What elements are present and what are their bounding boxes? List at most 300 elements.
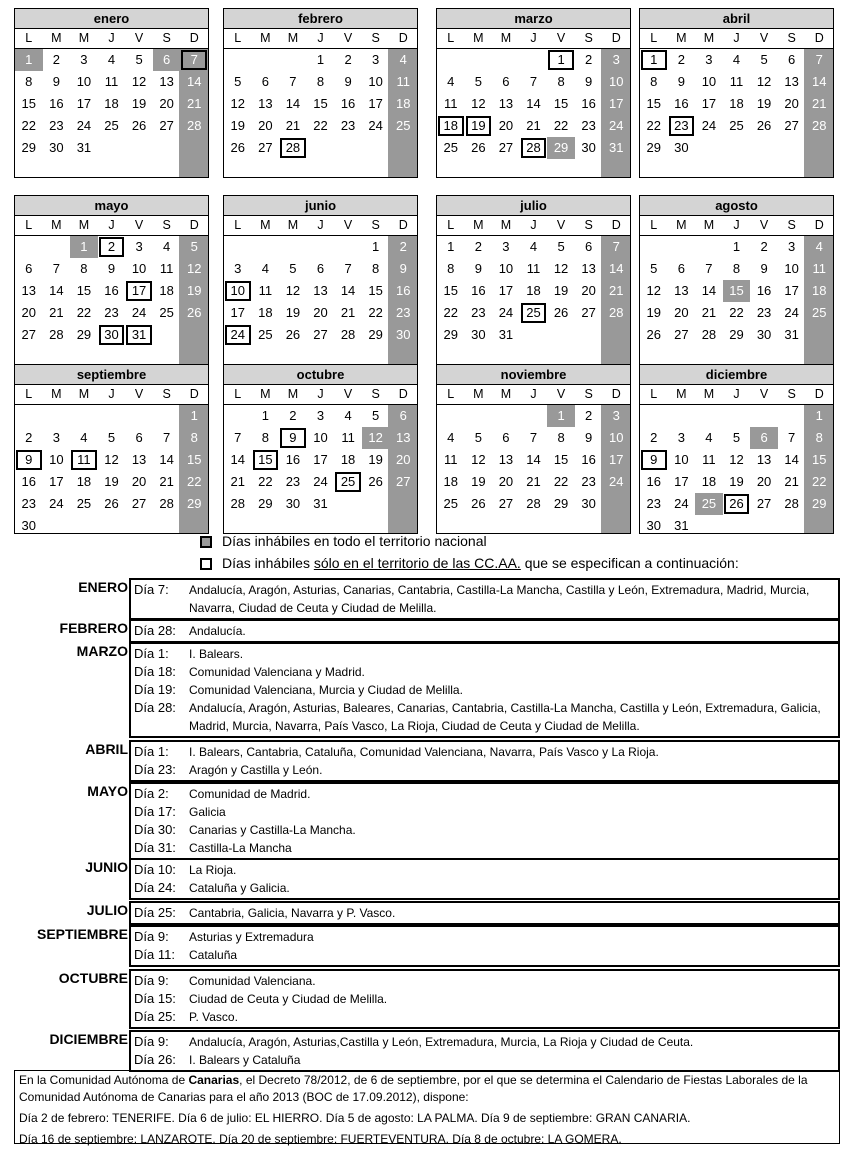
- weekday-label: L: [650, 387, 658, 401]
- week-row: [640, 515, 833, 537]
- region-group-abril: [0, 740, 850, 782]
- weekday-label: J: [530, 387, 537, 401]
- day-cell: 22: [553, 474, 569, 489]
- holiday-day: Día 25:: [134, 1009, 176, 1024]
- month-title: marzo: [437, 9, 630, 29]
- day-cell: 22: [553, 118, 569, 133]
- day-cell: 10: [368, 74, 383, 89]
- weekday-label: M: [703, 218, 715, 232]
- day-cell: 8: [650, 74, 658, 89]
- day-cell: 13: [258, 96, 273, 111]
- day-cell: 20: [674, 305, 689, 320]
- day-cell: 15: [368, 283, 383, 298]
- day-cell: 5: [474, 74, 482, 89]
- day-cell: 19: [186, 283, 202, 298]
- day-cell: 14: [159, 452, 174, 467]
- day-cell: 17: [76, 96, 92, 111]
- day-cell: 27: [131, 496, 147, 511]
- legend-regional-prefix: Días inhábiles: [222, 555, 314, 571]
- day-cell: 25: [258, 327, 273, 342]
- day-cell: 28: [608, 305, 624, 320]
- empty-cell: [153, 515, 181, 537]
- day-cell: 27: [498, 496, 514, 511]
- holiday-entry: [131, 581, 838, 617]
- day-cell: 25: [159, 305, 174, 320]
- day-cell: 6: [153, 49, 181, 71]
- holiday-day: Día 1:: [134, 744, 169, 759]
- holiday-day: Día 28:: [134, 700, 176, 715]
- day-cell: 24: [701, 118, 717, 133]
- holiday-regions: I. Balears y Cataluña: [189, 1053, 301, 1067]
- empty-cell: [224, 236, 252, 258]
- empty-cell: [805, 137, 833, 159]
- legend-regional-underlined: sólo en el territorio de las CC.AA.: [313, 555, 521, 571]
- holiday-entry: [131, 743, 838, 761]
- week-row: [437, 115, 630, 137]
- holiday-entry: [131, 990, 838, 1008]
- day-cell: 24: [313, 474, 328, 489]
- day-cell: 11: [702, 452, 716, 467]
- day-cell: 23: [104, 305, 119, 320]
- day-cell: 9: [15, 449, 43, 471]
- empty-cell: [43, 236, 71, 258]
- day-cell: 14: [340, 283, 356, 298]
- day-cell: 22: [368, 305, 383, 320]
- day-cell: 22: [646, 118, 662, 133]
- week-row: [224, 427, 417, 449]
- holiday-entry: [131, 928, 838, 946]
- weekday-label: L: [447, 387, 455, 401]
- day-cell: 8: [25, 74, 33, 89]
- day-cell: 13: [131, 452, 147, 467]
- weekday-label: M: [500, 218, 512, 232]
- note-text: , el Decreto 78/2012, de 6 de septiembre, por el que se determina el Calendario de Fiestas Laborales de la Comunidad Autónoma de Canarias para el año 2013 (BOC de 17.09.2012), dispone:: [19, 1073, 808, 1104]
- week-row: [15, 427, 208, 449]
- holiday-regions: Andalucía, Aragón, Asturias, Baleares, Canarias, Cantabria, Castilla-La Mancha, Castilla y León, Extremadura, Galicia, Madrid, Murcia, Navarra, País Vasco, La Rioja, Ciudad de Ceuta y Ciudad de Melilla.: [189, 701, 821, 733]
- day-cell: 21: [701, 305, 717, 320]
- holiday-regions: Comunidad Valenciana y Madrid.: [189, 665, 365, 679]
- holiday-regions: Cantabria, Galicia, Navarra y P. Vasco.: [189, 906, 396, 920]
- week-row: [640, 236, 833, 258]
- day-cell: 24: [131, 305, 147, 320]
- day-cell: 28: [701, 327, 717, 342]
- day-cell: 2: [344, 52, 352, 67]
- week-row: [640, 471, 833, 493]
- day-cell: 14: [701, 283, 717, 298]
- day-cell: 8: [316, 74, 325, 89]
- empty-cell: [70, 405, 98, 427]
- day-cell: 22: [186, 474, 202, 489]
- weekday-label: S: [162, 387, 171, 401]
- holiday-entry: [131, 645, 838, 663]
- holiday-entry: [131, 839, 838, 857]
- region-month-label: JULIO: [86, 902, 128, 918]
- empty-cell: [334, 236, 362, 258]
- day-cell: 23: [285, 474, 301, 489]
- week-row: [437, 493, 630, 515]
- day-cell: 25: [811, 305, 827, 320]
- day-cell: 24: [224, 324, 252, 346]
- day-cell: 3: [52, 430, 60, 445]
- day-cell: 24: [608, 118, 624, 133]
- holiday-day: Día 9:: [134, 973, 169, 988]
- day-cell: 8: [190, 430, 198, 445]
- holiday-regions: Asturias y Extremadura: [189, 930, 314, 944]
- day-cell: 27: [498, 140, 514, 155]
- day-cell: 12: [646, 283, 662, 298]
- day-cell: 24: [498, 305, 514, 320]
- week-row: [437, 427, 630, 449]
- week-row: [224, 280, 417, 302]
- weekday-label: M: [676, 387, 687, 401]
- empty-cell: [668, 405, 696, 427]
- day-cell: 17: [784, 283, 799, 298]
- region-box: [129, 740, 840, 782]
- empty-cell: [805, 515, 833, 537]
- month-title: noviembre: [437, 365, 630, 385]
- month-agosto: [639, 195, 834, 365]
- day-cell: 23: [21, 496, 37, 511]
- day-cell: 16: [756, 283, 772, 298]
- day-cell: 20: [159, 96, 174, 111]
- day-cell: 24: [608, 474, 624, 489]
- day-cell: 6: [316, 261, 325, 276]
- day-cell: 19: [465, 115, 493, 137]
- day-cell: 27: [784, 118, 799, 133]
- weekday-label: J: [108, 218, 115, 232]
- day-cell: 8: [80, 261, 88, 276]
- weekday-label: J: [317, 31, 324, 45]
- day-cell: 5: [372, 408, 380, 423]
- day-cell: 27: [395, 474, 411, 489]
- day-cell: 30: [674, 140, 689, 155]
- weekday-label: S: [371, 387, 380, 401]
- day-cell: 1: [815, 408, 823, 423]
- day-cell: 18: [104, 96, 119, 111]
- day-cell: 13: [21, 283, 37, 298]
- day-cell: 14: [784, 452, 799, 467]
- day-cell: 21: [526, 118, 541, 133]
- day-cell: 18: [443, 474, 459, 489]
- day-cell: 27: [159, 118, 174, 133]
- weekday-label: S: [584, 31, 593, 45]
- day-cell: 21: [784, 474, 799, 489]
- empty-cell: [805, 324, 833, 346]
- day-cell: 16: [21, 474, 37, 489]
- week-row: [437, 471, 630, 493]
- day-cell: 18: [340, 452, 356, 467]
- day-cell: 21: [186, 96, 202, 111]
- weekday-header: [437, 216, 630, 236]
- day-cell: 26: [471, 140, 486, 155]
- day-cell: 14: [526, 452, 541, 467]
- empty-cell: [125, 405, 153, 427]
- day-cell: 1: [261, 408, 269, 423]
- day-cell: 3: [135, 239, 143, 254]
- day-cell: 22: [21, 118, 37, 133]
- empty-cell: [180, 137, 208, 159]
- day-cell: 7: [234, 430, 242, 445]
- day-cell: 4: [815, 239, 823, 254]
- day-cell: 1: [70, 236, 98, 258]
- day-cell: 10: [674, 452, 689, 467]
- weekday-label: M: [51, 387, 62, 401]
- day-cell: 27: [313, 327, 328, 342]
- day-cell: 20: [498, 474, 514, 489]
- day-cell: 11: [70, 449, 98, 471]
- empty-cell: [43, 515, 71, 537]
- empty-cell: [15, 405, 43, 427]
- day-cell: 15: [313, 96, 328, 111]
- empty-cell: [98, 137, 126, 159]
- holiday-day: Día 11:: [134, 947, 175, 962]
- day-cell: 17: [49, 474, 64, 489]
- day-cell: 21: [526, 474, 541, 489]
- month-title: julio: [437, 196, 630, 216]
- weekday-label: V: [759, 31, 769, 45]
- holiday-entry: [131, 761, 838, 779]
- day-cell: 29: [646, 140, 662, 155]
- week-row: [15, 93, 208, 115]
- month-mayo: [14, 195, 209, 365]
- day-cell: 28: [340, 327, 356, 342]
- day-cell: 16: [395, 283, 411, 298]
- day-cell: 22: [443, 305, 459, 320]
- week-row: [437, 93, 630, 115]
- day-cell: 10: [131, 261, 147, 276]
- empty-cell: [602, 493, 630, 515]
- empty-cell: [778, 405, 806, 427]
- day-cell: 29: [729, 327, 744, 342]
- holiday-entry: [131, 803, 838, 821]
- day-cell: 11: [526, 261, 541, 276]
- region-box: [129, 969, 840, 1029]
- day-cell: 29: [811, 496, 827, 511]
- weekday-label: S: [787, 387, 796, 401]
- day-cell: 6: [399, 408, 407, 423]
- week-row: [437, 258, 630, 280]
- week-row: [15, 71, 208, 93]
- day-cell: 6: [135, 430, 143, 445]
- empty-cell: [437, 405, 465, 427]
- calendar-grid: [0, 0, 850, 533]
- day-cell: 7: [529, 430, 538, 445]
- region-box: [129, 578, 840, 620]
- empty-cell: [695, 515, 723, 537]
- week-row: [15, 258, 208, 280]
- weekday-label: S: [787, 31, 796, 45]
- day-cell: 12: [729, 452, 744, 467]
- weekday-label: M: [473, 218, 484, 232]
- holiday-day: Día 9:: [134, 929, 169, 944]
- month-title: octubre: [224, 365, 417, 385]
- day-cell: 10: [608, 430, 624, 445]
- day-cell: 31: [76, 140, 92, 155]
- empty-cell: [70, 515, 98, 537]
- weekday-label: D: [398, 218, 408, 232]
- weekday-label: V: [343, 218, 353, 232]
- day-cell: 20: [395, 452, 411, 467]
- weekday-header: [640, 216, 833, 236]
- week-row: [437, 405, 630, 427]
- day-cell: 31: [784, 327, 799, 342]
- weekday-label: M: [51, 31, 62, 45]
- empty-cell: [750, 405, 778, 427]
- week-row: [437, 280, 630, 302]
- day-cell: 22: [76, 305, 92, 320]
- note-islands-2: Día 16 de septiembre: LANZAROTE. Día 20 de septiembre: FUERTEVENTURA. Día 8 de octubre: LA GOMERA.: [19, 1132, 622, 1146]
- weekday-label: V: [759, 387, 769, 401]
- note-canarias: Canarias: [188, 1073, 240, 1087]
- day-cell: 4: [163, 239, 171, 254]
- weekday-label: J: [733, 387, 740, 401]
- day-cell: 9: [279, 427, 307, 449]
- day-cell: 19: [756, 96, 772, 111]
- day-cell: 6: [502, 74, 510, 89]
- day-cell: 23: [581, 474, 596, 489]
- day-cell: 28: [526, 496, 541, 511]
- day-cell: 2: [25, 430, 33, 445]
- day-cell: 31: [313, 496, 328, 511]
- weekday-label: S: [584, 218, 593, 232]
- empty-cell: [640, 236, 668, 258]
- weekday-label: M: [500, 31, 512, 45]
- weekday-header: [224, 385, 417, 405]
- empty-cell: [778, 137, 806, 159]
- legend-regional-suffix: que se especifican a continuación:: [520, 555, 739, 571]
- day-cell: 16: [646, 474, 662, 489]
- day-cell: 28: [186, 118, 202, 133]
- note-paragraph: [19, 1072, 835, 1106]
- week-row: [224, 324, 417, 346]
- national-holiday-swatch: [200, 536, 212, 548]
- empty-cell: [668, 236, 696, 258]
- day-cell: 22: [729, 305, 744, 320]
- day-cell: 12: [362, 427, 390, 449]
- day-cell: 12: [285, 283, 301, 298]
- day-cell: 9: [585, 74, 593, 89]
- day-cell: 19: [646, 305, 662, 320]
- day-cell: 23: [646, 496, 662, 511]
- day-cell: 5: [190, 239, 198, 254]
- day-cell: 31: [125, 324, 153, 346]
- day-cell: 6: [750, 427, 778, 449]
- empty-cell: [520, 324, 548, 346]
- empty-cell: [279, 236, 307, 258]
- day-cell: 15: [186, 452, 202, 467]
- holiday-regions: Cataluña y Galicia.: [189, 881, 290, 895]
- day-cell: 27: [674, 327, 689, 342]
- day-cell: 10: [784, 261, 799, 276]
- holiday-day: Día 15:: [134, 991, 176, 1006]
- weekday-label: M: [260, 218, 271, 232]
- weekday-label: M: [703, 31, 715, 45]
- day-cell: 12: [756, 74, 772, 89]
- empty-cell: [492, 49, 520, 71]
- day-cell: 2: [98, 236, 126, 258]
- empty-cell: [224, 405, 252, 427]
- day-cell: 5: [732, 430, 741, 445]
- day-cell: 4: [529, 239, 538, 254]
- day-cell: 4: [447, 430, 455, 445]
- day-cell: 18: [395, 96, 411, 111]
- weekday-label: L: [25, 218, 33, 232]
- day-cell: 16: [674, 96, 689, 111]
- empty-cell: [750, 515, 778, 537]
- day-cell: 17: [230, 305, 246, 320]
- week-row: [15, 137, 208, 159]
- day-cell: 16: [285, 452, 301, 467]
- day-cell: 19: [131, 96, 147, 111]
- day-cell: 3: [788, 239, 796, 254]
- day-cell: 14: [186, 74, 202, 89]
- weekday-header: [640, 385, 833, 405]
- holiday-entry: [131, 622, 838, 640]
- day-cell: 12: [104, 452, 119, 467]
- day-cell: 25: [695, 493, 723, 515]
- weekday-label: D: [814, 31, 824, 45]
- weekday-label: M: [676, 31, 687, 45]
- day-cell: 23: [395, 305, 411, 320]
- month-octubre: [223, 364, 418, 534]
- day-cell: 10: [608, 74, 624, 89]
- empty-cell: [125, 137, 153, 159]
- day-cell: 11: [444, 96, 458, 111]
- empty-cell: [15, 236, 43, 258]
- day-cell: 16: [581, 452, 596, 467]
- week-row: [640, 427, 833, 449]
- week-row: [640, 93, 833, 115]
- month-title: enero: [15, 9, 208, 29]
- day-cell: 18: [811, 283, 827, 298]
- day-cell: 26: [104, 496, 119, 511]
- empty-cell: [307, 236, 335, 258]
- empty-cell: [389, 493, 417, 515]
- day-cell: 21: [230, 474, 246, 489]
- region-group-junio: [0, 858, 850, 900]
- holiday-entry: [131, 1051, 838, 1069]
- holiday-regions: La Rioja.: [189, 863, 237, 877]
- day-cell: 29: [368, 327, 383, 342]
- empty-cell: [492, 405, 520, 427]
- day-cell: 24: [49, 496, 64, 511]
- day-cell: 20: [313, 305, 328, 320]
- day-cell: 12: [131, 74, 147, 89]
- day-cell: 28: [811, 118, 827, 133]
- week-row: [640, 280, 833, 302]
- weekday-label: M: [500, 387, 512, 401]
- day-cell: 20: [784, 96, 799, 111]
- month-title: junio: [224, 196, 417, 216]
- holiday-entry: [131, 681, 838, 699]
- holiday-regions: I. Balears.: [189, 647, 244, 661]
- day-cell: 1: [15, 49, 43, 71]
- day-cell: 7: [344, 261, 352, 276]
- day-cell: 6: [502, 430, 510, 445]
- weekday-label: M: [473, 31, 484, 45]
- day-cell: 15: [646, 96, 662, 111]
- day-cell: 18: [526, 283, 541, 298]
- empty-cell: [750, 137, 778, 159]
- holiday-regions: Andalucía.: [189, 624, 246, 638]
- day-cell: 8: [815, 430, 823, 445]
- weekday-label: S: [162, 218, 171, 232]
- day-cell: 15: [443, 283, 459, 298]
- weekday-label: S: [371, 31, 380, 45]
- day-cell: 11: [258, 283, 273, 298]
- day-cell: 25: [443, 140, 459, 155]
- day-cell: 5: [289, 261, 297, 276]
